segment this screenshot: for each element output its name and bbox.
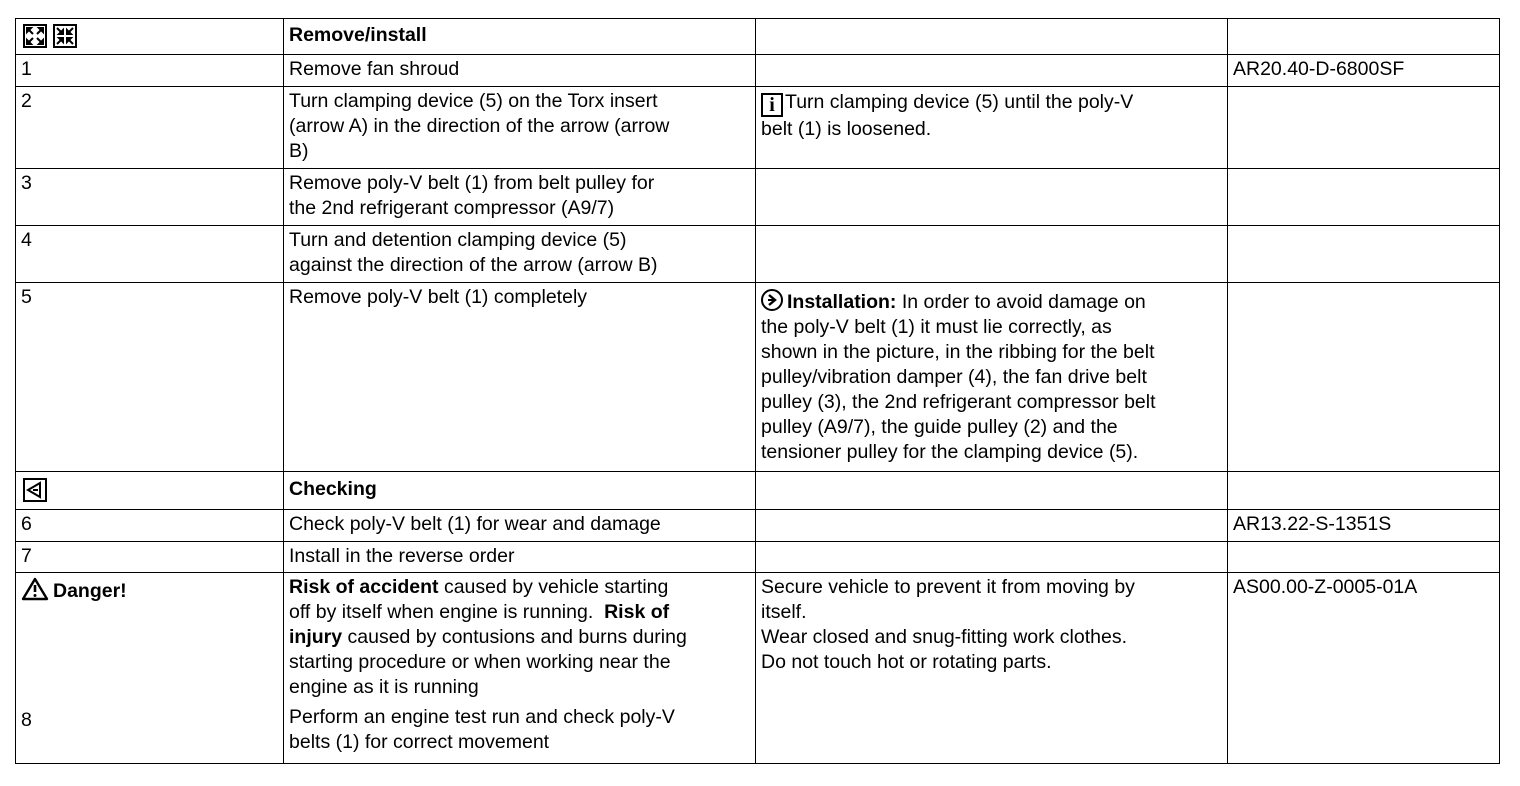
danger-cell [16, 573, 284, 764]
step-text [284, 169, 756, 226]
step-number: 4 [16, 226, 284, 283]
table-row [16, 542, 1500, 573]
step-text: Check poly-V belt (1) for wear and damage [284, 510, 756, 542]
note-cell [756, 472, 1228, 510]
icon-cell [16, 472, 284, 510]
note-cell [756, 19, 1228, 55]
reference-cell [1228, 542, 1500, 573]
note-cell [756, 573, 1228, 764]
reference-cell [1228, 19, 1500, 55]
note-cell [756, 55, 1228, 87]
step-text [284, 573, 756, 764]
text-line: pulley (3), the 2nd refrigerant compressor belt [761, 391, 1156, 413]
risk-label: Risk of [604, 601, 670, 623]
reference-cell [1228, 472, 1500, 510]
text-line: B) [289, 140, 309, 162]
text-line: Secure vehicle to prevent it from moving by [761, 576, 1135, 598]
icon-cell [16, 19, 284, 55]
collapse-icon [53, 24, 77, 48]
step-text [284, 226, 756, 283]
step-number: 2 [16, 87, 284, 169]
table-row [16, 472, 1500, 510]
table-row [16, 283, 1500, 472]
text-line: belts (1) for correct movement [289, 731, 550, 753]
step-number: 1 [16, 55, 284, 87]
table-row [16, 510, 1500, 542]
text-line: shown in the picture, in the ribbing for the belt [761, 341, 1155, 363]
text-line: off by itself when engine is running. [289, 601, 594, 623]
text-line: pulley (A9/7), the guide pulley (2) and the [761, 416, 1118, 438]
table-row [16, 19, 1500, 55]
warning-triangle-icon [21, 577, 49, 601]
step-text: Remove poly-V belt (1) completely [284, 283, 756, 472]
risk-label: injury [289, 626, 343, 648]
step-number: 8 [21, 709, 32, 731]
step-text: Remove fan shroud [284, 55, 756, 87]
reference-cell [1228, 87, 1500, 169]
risk-label: Risk of accident [289, 576, 439, 598]
note-cell [756, 226, 1228, 283]
procedure-table [15, 18, 1500, 764]
info-icon: i [761, 93, 783, 117]
step-number: 5 [16, 283, 284, 472]
text-line: Remove poly-V belt (1) from belt pulley for [289, 172, 655, 194]
step-number: 6 [16, 510, 284, 542]
table-row [16, 573, 1500, 764]
reference-link[interactable]: AR20.40-D-6800SF [1228, 55, 1500, 87]
text-line: starting procedure or when working near the [289, 651, 671, 673]
note-cell [756, 510, 1228, 542]
section-title: Remove/install [284, 19, 756, 55]
danger-label: Danger! [53, 580, 127, 602]
text-line: caused by contusions and burns during [342, 626, 687, 648]
text-line: itself. [761, 601, 807, 623]
text-line: Turn and detention clamping device (5) [289, 229, 627, 251]
text-line: Turn clamping device (5) until the poly-V [785, 91, 1134, 113]
text-line: Perform an engine test run and check poly-V [289, 706, 675, 728]
reference-cell [1228, 169, 1500, 226]
reference-link[interactable]: AR13.22-S-1351S [1228, 510, 1500, 542]
checking-icon [23, 478, 47, 502]
table-row [16, 169, 1500, 226]
text-line: tensioner pulley for the clamping device (5). [761, 441, 1139, 463]
text-line: belt (1) is loosened. [761, 118, 932, 140]
step-text [284, 87, 756, 169]
text-line: Do not touch hot or rotating parts. [761, 651, 1052, 673]
table-row [16, 55, 1500, 87]
table-row [16, 87, 1500, 169]
step-text: Install in the reverse order [284, 542, 756, 573]
reference-link[interactable]: AS00.00-Z-0005-01A [1228, 573, 1500, 764]
note-cell [756, 169, 1228, 226]
text-line: engine as it is running [289, 676, 479, 698]
note-cell [756, 87, 1228, 169]
installation-note-icon [761, 289, 783, 311]
note-cell [756, 542, 1228, 573]
text-line: Wear closed and snug-fitting work clothes. [761, 626, 1127, 648]
reference-cell [1228, 226, 1500, 283]
text-line: the 2nd refrigerant compressor (A9/7) [289, 197, 615, 219]
text-line: (arrow A) in the direction of the arrow (arrow [289, 115, 670, 137]
reference-cell [1228, 283, 1500, 472]
text-line: In order to avoid damage on [901, 291, 1146, 313]
expand-icon [23, 24, 47, 48]
text-line: caused by vehicle starting [438, 576, 669, 598]
note-label: Installation: [787, 291, 897, 313]
text-line: against the direction of the arrow (arrow B) [289, 254, 658, 276]
table-row [16, 226, 1500, 283]
note-cell [756, 283, 1228, 472]
step-number: 3 [16, 169, 284, 226]
step-number: 7 [16, 542, 284, 573]
section-title: Checking [284, 472, 756, 510]
text-line: the poly-V belt (1) it must lie correctly, as [761, 316, 1112, 338]
text-line: pulley/vibration damper (4), the fan drive belt [761, 366, 1147, 388]
text-line: Turn clamping device (5) on the Torx insert [289, 90, 658, 112]
